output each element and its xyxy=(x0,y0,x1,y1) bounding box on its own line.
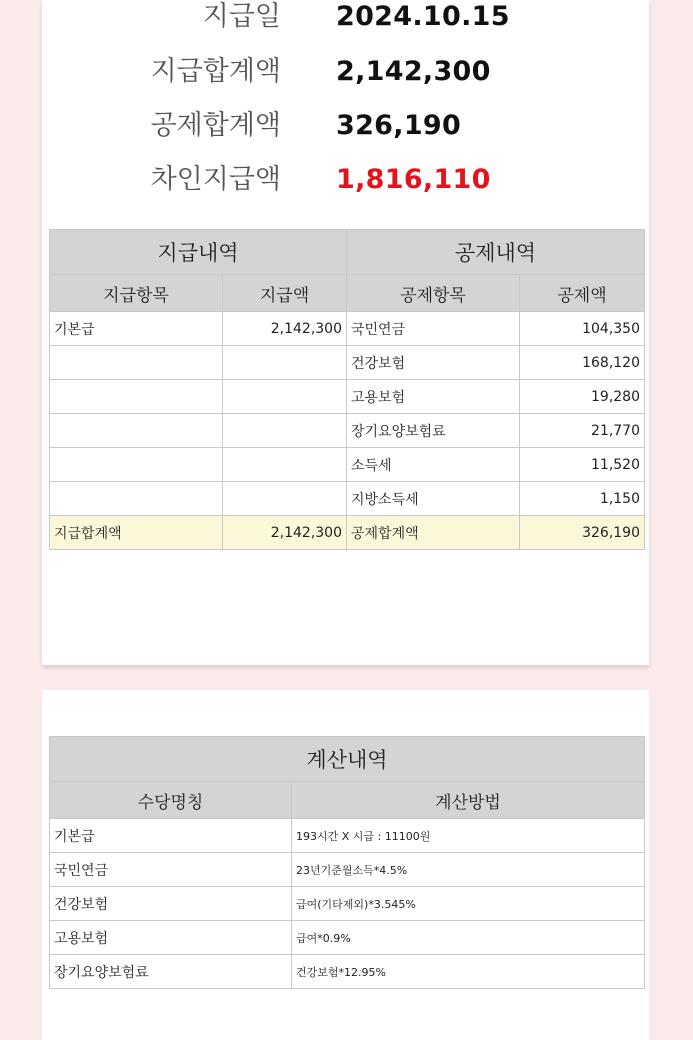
calculation-method: 급여*0.9% xyxy=(292,921,645,955)
pay-amount: 2,142,300 xyxy=(223,312,347,346)
summary-label: 지급일 xyxy=(202,1,281,32)
deduction-amount: 11,520 xyxy=(520,448,645,482)
deduction-item: 지방소득세 xyxy=(347,482,520,516)
table-row xyxy=(50,853,645,887)
table-row xyxy=(50,819,645,853)
column-header: 공제항목 xyxy=(347,275,520,312)
summary-row-total-deduction xyxy=(42,104,649,148)
pay-item xyxy=(50,414,223,448)
deduction-section-header: 공제내역 xyxy=(347,230,645,275)
calculation-title: 계산내역 xyxy=(50,737,645,782)
pay-item xyxy=(50,482,223,516)
deduction-item: 소득세 xyxy=(347,448,520,482)
deduction-total-amount: 326,190 xyxy=(520,516,645,550)
summary-row-total-pay xyxy=(42,50,649,94)
pay-amount xyxy=(223,380,347,414)
allowance-name: 고용보험 xyxy=(50,921,292,955)
deduction-amount: 104,350 xyxy=(520,312,645,346)
calculation-method: 건강보험*12.95% xyxy=(292,955,645,989)
table-row xyxy=(50,346,645,380)
column-header: 공제액 xyxy=(520,275,645,312)
deduction-amount: 21,770 xyxy=(520,414,645,448)
table-row xyxy=(50,414,645,448)
summary-label: 지급합계액 xyxy=(150,56,281,87)
deduction-item: 건강보험 xyxy=(347,346,520,380)
pay-section-header: 지급내역 xyxy=(50,230,347,275)
allowance-name: 장기요양보험료 xyxy=(50,955,292,989)
deduction-item: 장기요양보험료 xyxy=(347,414,520,448)
pay-amount xyxy=(223,482,347,516)
column-header: 지급액 xyxy=(223,275,347,312)
calculation-method: 급여(기타제외)*3.545% xyxy=(292,887,645,921)
total-row xyxy=(50,516,645,550)
table-row xyxy=(50,380,645,414)
table-row xyxy=(50,312,645,346)
pay-item xyxy=(50,346,223,380)
deduction-item: 국민연금 xyxy=(347,312,520,346)
pay-deduction-table xyxy=(49,229,645,550)
pay-amount xyxy=(223,346,347,380)
calculation-table xyxy=(49,736,645,989)
table-row xyxy=(50,448,645,482)
summary-value: 326,190 xyxy=(336,110,462,141)
allowance-name: 기본급 xyxy=(50,819,292,853)
column-header: 지급항목 xyxy=(50,275,223,312)
deduction-amount: 168,120 xyxy=(520,346,645,380)
deduction-total-label: 공제합계액 xyxy=(347,516,520,550)
calculation-method: 23년기준월소득*4.5% xyxy=(292,853,645,887)
pay-total-amount: 2,142,300 xyxy=(223,516,347,550)
column-header: 수당명칭 xyxy=(50,782,292,819)
payslip-card xyxy=(42,0,649,665)
summary-row-net-pay xyxy=(42,158,649,202)
summary-label: 차인지급액 xyxy=(150,164,281,195)
table-row xyxy=(50,887,645,921)
calculation-card xyxy=(42,690,649,1040)
pay-item xyxy=(50,380,223,414)
table-row xyxy=(50,955,645,989)
pay-amount xyxy=(223,414,347,448)
pay-amount xyxy=(223,448,347,482)
summary-label: 공제합계액 xyxy=(150,110,281,141)
allowance-name: 건강보험 xyxy=(50,887,292,921)
deduction-item: 고용보험 xyxy=(347,380,520,414)
calculation-method: 193시간 X 시급 : 11100원 xyxy=(292,819,645,853)
summary-value: 2,142,300 xyxy=(336,56,491,87)
net-pay-value: 1,816,110 xyxy=(336,164,491,195)
deduction-amount: 1,150 xyxy=(520,482,645,516)
allowance-name: 국민연금 xyxy=(50,853,292,887)
table-row xyxy=(50,921,645,955)
table-row xyxy=(50,482,645,516)
pay-item xyxy=(50,448,223,482)
summary-row-pay-date xyxy=(42,0,649,39)
pay-item: 기본급 xyxy=(50,312,223,346)
pay-total-label: 지급합계액 xyxy=(50,516,223,550)
summary-value: 2024.10.15 xyxy=(336,1,510,32)
deduction-amount: 19,280 xyxy=(520,380,645,414)
column-header: 계산방법 xyxy=(292,782,645,819)
